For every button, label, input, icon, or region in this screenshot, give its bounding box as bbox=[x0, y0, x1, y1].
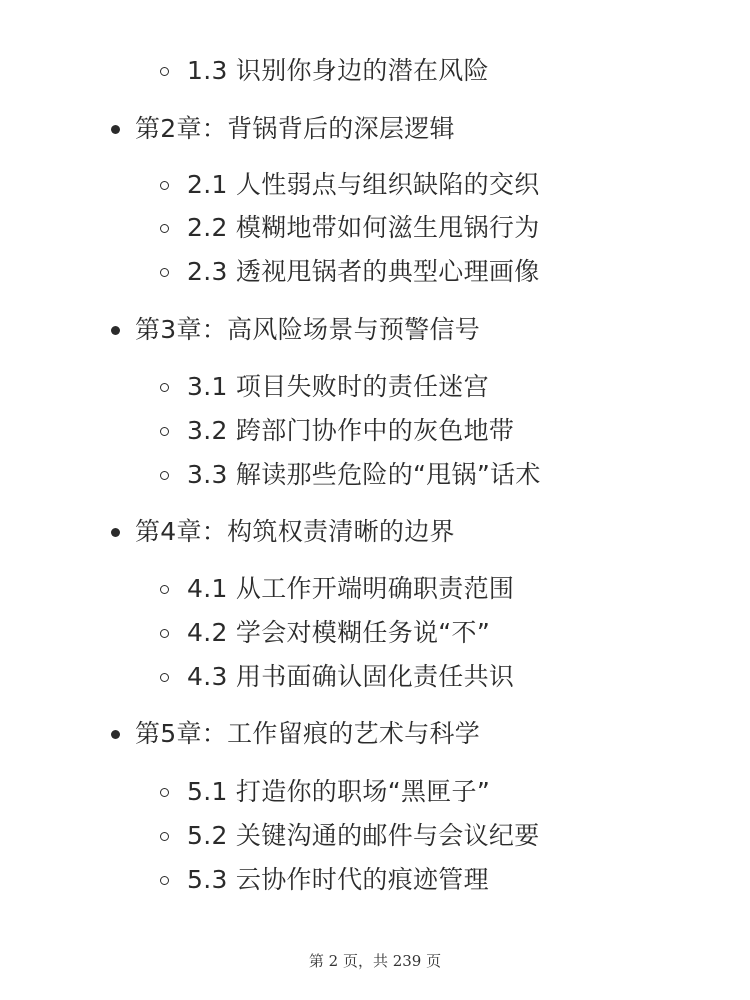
hollow-circle-bullet-icon bbox=[160, 383, 169, 392]
hollow-circle-bullet-icon bbox=[160, 224, 169, 233]
toc-section-item bbox=[160, 775, 490, 809]
toc-section-item bbox=[160, 819, 540, 853]
toc-section-label: 3.1 项目失败时的责任迷宫 bbox=[187, 372, 489, 401]
toc-section-item bbox=[160, 414, 514, 448]
toc-section-label: 1.3 识别你身边的潜在风险 bbox=[187, 56, 489, 85]
toc-chapter-label: 第5章：工作留痕的艺术与科学 bbox=[135, 719, 481, 748]
hollow-circle-bullet-icon bbox=[160, 427, 169, 436]
filled-dot-bullet-icon bbox=[111, 125, 120, 134]
toc-section-item bbox=[160, 572, 514, 606]
hollow-circle-bullet-icon bbox=[160, 67, 169, 76]
toc-chapter-label: 第2章：背锅背后的深层逻辑 bbox=[135, 114, 455, 143]
page-number-footer: 第 2 页，共 239 页 bbox=[308, 952, 442, 970]
toc-section-label: 5.1 打造你的职场“黑匣子” bbox=[187, 777, 491, 806]
toc-section-label: 4.3 用书面确认固化责任共识 bbox=[187, 662, 515, 691]
toc-chapter-item bbox=[111, 515, 455, 549]
toc-section-item bbox=[160, 168, 540, 202]
toc-section-label: 5.3 云协作时代的痕迹管理 bbox=[187, 865, 489, 894]
hollow-circle-bullet-icon bbox=[160, 181, 169, 190]
hollow-circle-bullet-icon bbox=[160, 673, 169, 682]
toc-section-item bbox=[160, 458, 541, 492]
toc-section-label: 3.2 跨部门协作中的灰色地带 bbox=[187, 416, 515, 445]
toc-section-label: 2.3 透视甩锅者的典型心理画像 bbox=[187, 257, 540, 286]
toc-section-item bbox=[160, 255, 540, 289]
toc-section-label: 2.1 人性弱点与组织缺陷的交织 bbox=[187, 170, 540, 199]
toc-section-item bbox=[160, 54, 489, 88]
toc-section-item bbox=[160, 370, 489, 404]
filled-dot-bullet-icon bbox=[111, 528, 120, 537]
toc-section-label: 2.2 模糊地带如何滋生甩锅行为 bbox=[187, 213, 540, 242]
toc-section-item bbox=[160, 863, 489, 897]
toc-section-item bbox=[160, 211, 540, 245]
toc-chapter-item bbox=[111, 112, 455, 146]
toc-section-label: 4.2 学会对模糊任务说“不” bbox=[187, 618, 491, 647]
toc-chapter-label: 第4章：构筑权责清晰的边界 bbox=[135, 517, 455, 546]
hollow-circle-bullet-icon bbox=[160, 788, 169, 797]
toc-chapter-item bbox=[111, 313, 480, 347]
toc-section-item bbox=[160, 660, 514, 694]
toc-chapter-item bbox=[111, 717, 480, 751]
toc-chapter-label: 第3章：高风险场景与预警信号 bbox=[135, 315, 481, 344]
toc-section-label: 5.2 关键沟通的邮件与会议纪要 bbox=[187, 821, 540, 850]
hollow-circle-bullet-icon bbox=[160, 471, 169, 480]
hollow-circle-bullet-icon bbox=[160, 876, 169, 885]
toc-section-item bbox=[160, 616, 490, 650]
hollow-circle-bullet-icon bbox=[160, 832, 169, 841]
toc-section-label: 3.3 解读那些危险的“甩锅”话术 bbox=[187, 460, 541, 489]
filled-dot-bullet-icon bbox=[111, 730, 120, 739]
filled-dot-bullet-icon bbox=[111, 326, 120, 335]
toc-section-label: 4.1 从工作开端明确职责范围 bbox=[187, 574, 515, 603]
hollow-circle-bullet-icon bbox=[160, 629, 169, 638]
hollow-circle-bullet-icon bbox=[160, 268, 169, 277]
hollow-circle-bullet-icon bbox=[160, 585, 169, 594]
